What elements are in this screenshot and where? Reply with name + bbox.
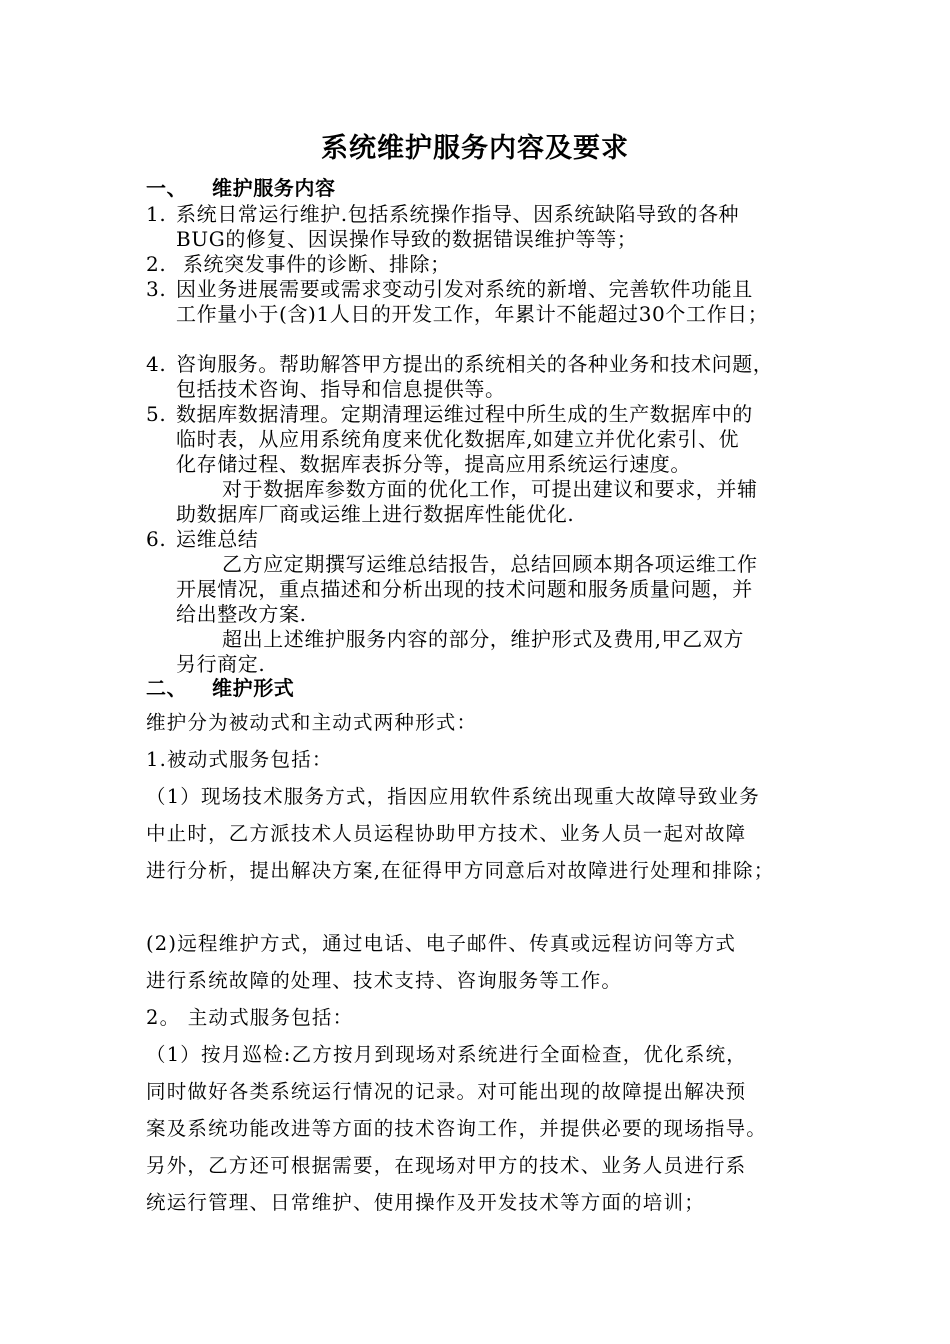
list-text: 数据库数据清理。定期清理运维过程中所生成的生产数据库中的 <box>176 402 753 426</box>
section-2-number: 二、 <box>146 676 188 700</box>
list-text: 因业务进展需要或需求变动引发对系统的新增、完善软件功能且 <box>176 277 753 301</box>
list-item-4 <box>146 352 773 376</box>
list-item-6-cont: 给出整改方案. <box>176 602 307 626</box>
list-text: 系统突发事件的诊断、排除； <box>176 252 451 276</box>
paragraph: (2)远程维护方式，通过电话、电子邮件、传真或远程访问等方式 <box>146 932 737 955</box>
paragraph: 维护分为被动式和主动式两种形式： <box>146 711 478 734</box>
section-2-title: 维护形式 <box>212 676 295 700</box>
list-number: 3. <box>146 277 167 301</box>
list-item-3-cont: 工作量小于(含)1人日的开发工作，年累计不能超过30个工作日； <box>176 302 769 326</box>
paragraph: 同时做好各类系统运行情况的记录。对可能出现的故障提出解决预 <box>146 1080 747 1103</box>
list-item-5-cont: 助数据库厂商或运维上进行数据库性能优化. <box>176 502 575 526</box>
section-1-number: 一、 <box>146 176 188 200</box>
list-item-5 <box>146 402 753 426</box>
list-number: 4. <box>146 352 167 376</box>
page-title: 系统维护服务内容及要求 <box>321 133 629 164</box>
paragraph: 另外，乙方还可根据需要，在现场对甲方的技术、业务人员进行系 <box>146 1154 747 1177</box>
list-item-6-cont: 另行商定. <box>176 652 266 676</box>
list-item-1-cont: BUG的修复、因误操作导致的数据错误维护等等； <box>176 227 638 251</box>
list-number: 6. <box>146 527 167 551</box>
paragraph: （1）按月巡检:乙方按月到现场对系统进行全面检查，优化系统， <box>146 1043 747 1066</box>
subheading-active: 2。 主动式服务包括： <box>146 1006 354 1029</box>
paragraph: 中止时，乙方派技术人员运程协助甲方技术、业务人员一起对故障 <box>146 822 747 845</box>
list-text: 系统日常运行维护.包括系统操作指导、因系统缺陷导致的各种 <box>176 202 740 226</box>
section-1-heading <box>146 176 336 200</box>
list-item-4-cont: 包括技术咨询、指导和信息提供等。 <box>176 377 506 401</box>
list-item-6 <box>146 527 258 551</box>
list-item-6-cont: 超出上述维护服务内容的部分，维护形式及费用,甲乙双方 <box>222 627 744 651</box>
subheading-passive: 1.被动式服务包括： <box>146 748 333 771</box>
list-number: 2. <box>146 252 167 276</box>
list-item-3 <box>146 277 753 301</box>
list-number: 5. <box>146 402 167 426</box>
paragraph: 统运行管理、日常维护、使用操作及开发技术等方面的培训； <box>146 1191 705 1214</box>
list-item-5-cont: 化存储过程、数据库表拆分等，提高应用系统运行速度。 <box>176 452 691 476</box>
list-item-6-cont: 乙方应定期撰写运维总结报告，总结回顾本期各项运维工作 <box>222 552 758 576</box>
list-text: 咨询服务。帮助解答甲方提出的系统相关的各种业务和技术问题， <box>176 352 774 376</box>
paragraph: 进行系统故障的处理、技术支持、咨询服务等工作。 <box>146 969 623 992</box>
section-1-title: 维护服务内容 <box>212 176 336 200</box>
list-item-6-cont: 开展情况，重点描述和分析出现的技术问题和服务质量问题，并 <box>176 577 753 601</box>
list-item-2 <box>146 252 451 276</box>
paragraph: （1）现场技术服务方式，指因应用软件系统出现重大故障导致业务 <box>146 785 760 808</box>
paragraph: 案及系统功能改进等方面的技术咨询工作，并提供必要的现场指导。 <box>146 1117 768 1140</box>
list-item-5-cont: 临时表，从应用系统角度来优化数据库,如建立并优化索引、优 <box>176 427 740 451</box>
list-number: 1. <box>146 202 167 226</box>
list-text: 运维总结 <box>176 527 259 551</box>
list-item-5-cont: 对于数据库参数方面的优化工作，可提出建议和要求，并辅 <box>222 477 758 501</box>
section-2-heading <box>146 676 294 700</box>
paragraph: 进行分析，提出解决方案,在征得甲方同意后对故障进行处理和排除； <box>146 859 775 882</box>
list-item-1 <box>146 202 739 226</box>
